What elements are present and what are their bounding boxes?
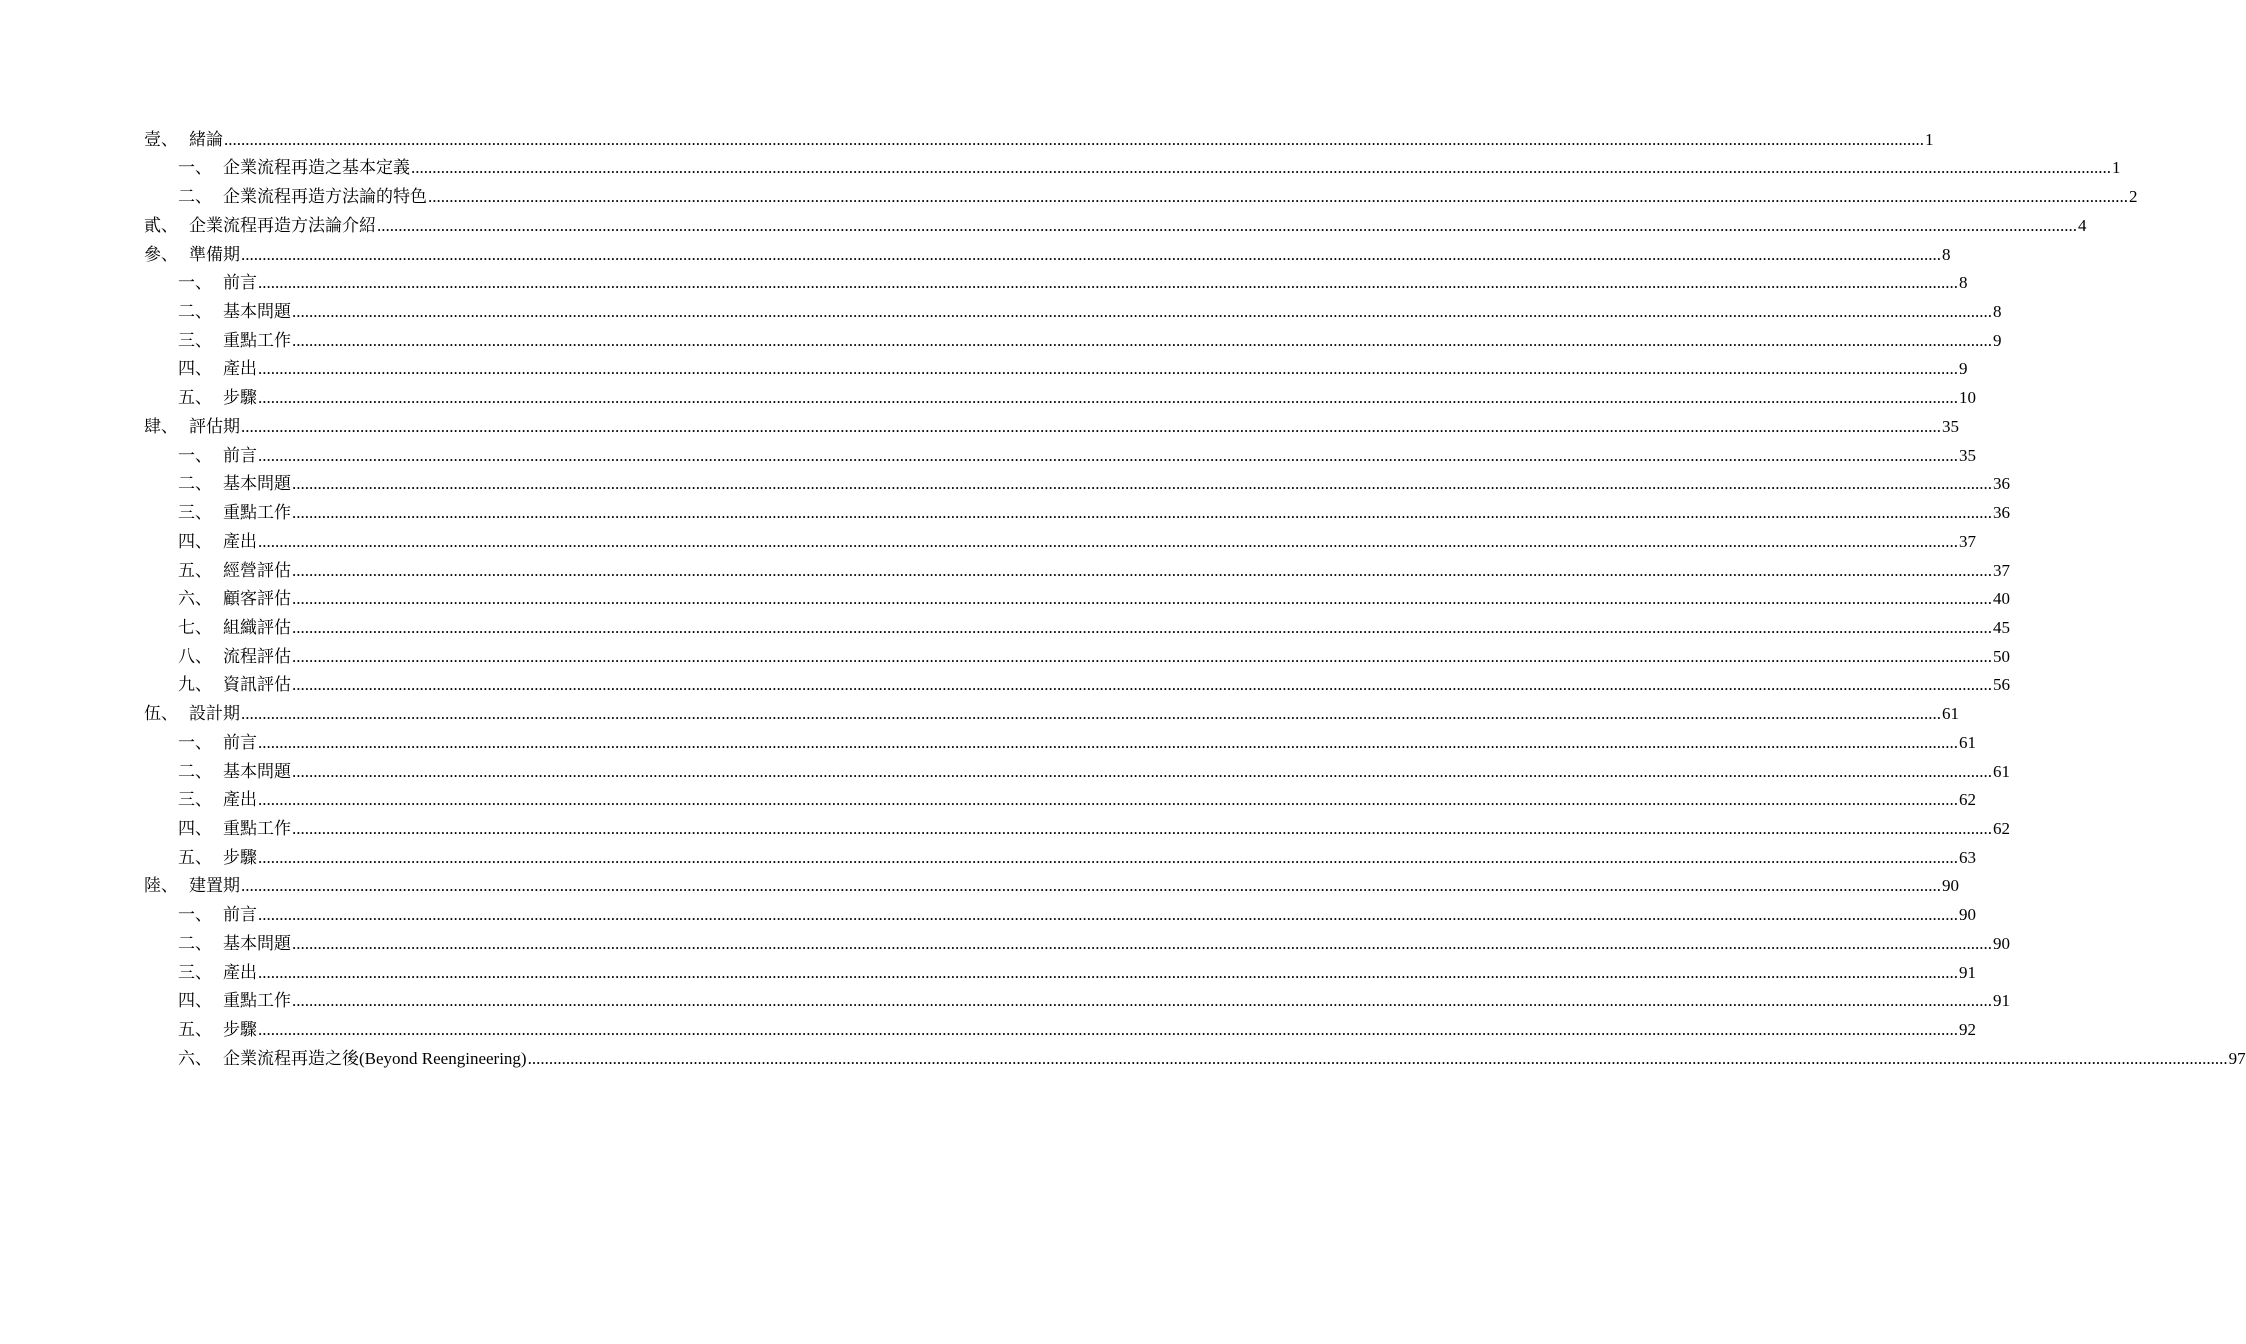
toc-entry-title-latin: (Beyond Reengineering) [359,1048,527,1068]
toc-entry-number: 五、 [178,388,212,409]
toc-entry-line [189,416,1959,438]
toc-entry-number: 四、 [178,818,212,839]
toc-entry-title-text: 組織評估 [223,617,291,638]
toc-dot-leader: ................................................................................................................................................................................................................................................................................................................................................................................................................ [258,1020,1958,1039]
toc-entry-title-text: 顧客評估 [223,589,291,610]
toc-dot-leader: ................................................................................................................................................................................................................................................................................................................................................................................................................ [292,646,1992,666]
toc-page-number: 40 [1993,589,2010,609]
toc-chapter-entry[interactable] [0,241,1951,270]
toc-entry-title-text: 前言 [223,732,257,753]
toc-entry-line [223,1048,2246,1070]
toc-entry-title-text: 基本問題 [223,302,291,323]
toc-dot-leader: ................................................................................................................................................................................................................................................................................................................................................................................................................ [224,129,1924,149]
toc-entry-line [223,789,1976,811]
toc-entry-title [223,962,257,984]
toc-entry-line [223,904,1976,926]
toc-dot-leader: ................................................................................................................................................................................................................................................................................................................................................................................................................ [411,158,2111,178]
toc-entry-line [189,215,2087,237]
toc-dot-leader: ................................................................................................................................................................................................................................................................................................................................................................................................................ [258,790,1958,810]
toc-entry-line [223,358,1968,380]
toc-entry-title-text: 重點工作 [223,330,291,351]
toc-entry-number: 一、 [178,905,212,926]
toc-entry-title [223,847,257,869]
toc-page-number: 2 [2129,187,2138,207]
toc-entry-title-text: 產出 [223,531,257,552]
toc-page-number: 37 [1959,531,1976,551]
toc-section-entry[interactable] [0,614,2010,643]
toc-dot-leader: ................................................................................................................................................................................................................................................................................................................................................................................................................ [258,732,1958,752]
toc-entry-number: 二、 [178,302,212,323]
toc-section-entry[interactable] [0,959,1976,988]
toc-entry-number: 三、 [178,503,212,524]
toc-chapter-entry[interactable] [0,212,2087,241]
toc-dot-leader: ................................................................................................................................................................................................................................................................................................................................................................................................................ [292,761,1992,781]
toc-entry-line [223,962,1976,984]
toc-dot-leader: ................................................................................................................................................................................................................................................................................................................................................................................................................ [241,704,1941,724]
toc-entry-title [223,674,291,696]
toc-chapter-entry[interactable] [0,873,1959,902]
toc-page-number: 37 [1993,560,2010,580]
toc-entry-line [223,588,2010,610]
toc-entry-title-text: 企業流程再造方法論的特色 [223,187,427,208]
toc-entry-line [223,387,1976,409]
toc-page-number: 91 [1993,991,2010,1011]
toc-page-number: 8 [1942,244,1951,264]
toc-page-number: 35 [1959,445,1976,465]
toc-entry-title [189,416,240,438]
toc-entry-number: 八、 [178,646,212,667]
toc-dot-leader: ................................................................................................................................................................................................................................................................................................................................................................................................................ [292,589,1992,609]
toc-section-entry[interactable] [0,442,1976,471]
toc-entry-line [223,617,2010,639]
toc-entry-title [223,531,257,553]
toc-page-number: 61 [1993,761,2010,781]
toc-section-entry[interactable] [0,384,1976,413]
toc-page-number: 97 [2228,1048,2246,1068]
toc-section-entry[interactable] [0,155,2121,184]
toc-entry-number: 二、 [178,761,212,782]
toc-entry-line [223,186,2138,208]
toc-dot-leader: ................................................................................................................................................................................................................................................................................................................................................................................................................ [527,1048,2228,1068]
toc-dot-leader: ................................................................................................................................................................................................................................................................................................................................................................................................................ [292,560,1992,580]
toc-dot-leader: ................................................................................................................................................................................................................................................................................................................................................................................................................ [292,991,1992,1011]
toc-entry-number: 四、 [178,991,212,1012]
toc-dot-leader: ................................................................................................................................................................................................................................................................................................................................................................................................................ [258,962,1958,982]
toc-entry-title [223,301,291,323]
toc-page-number: 56 [1993,675,2010,695]
toc-entry-number: 貳、 [144,215,178,236]
toc-entry-number: 二、 [178,933,212,954]
toc-entry-title-text: 步驟 [223,1020,257,1040]
toc-entry-title [223,445,257,467]
toc-entry-title-text: 基本問題 [223,474,291,495]
toc-section-entry[interactable] [0,298,2002,327]
toc-dot-leader: ................................................................................................................................................................................................................................................................................................................................................................................................................ [258,445,1958,465]
toc-entry-number: 二、 [178,474,212,495]
toc-section-entry[interactable] [0,988,2010,1017]
toc-page-number: 90 [1993,933,2010,953]
toc-entry-line [223,560,2010,582]
toc-page-number: 92 [1959,1020,1976,1039]
toc-dot-leader: ................................................................................................................................................................................................................................................................................................................................................................................................................ [241,416,1941,436]
toc-dot-leader: ................................................................................................................................................................................................................................................................................................................................................................................................................ [292,503,1992,523]
toc-section-entry[interactable] [0,643,2010,672]
toc-entry-title [223,358,257,380]
toc-entry-title-text: 企業流程再造之基本定義 [223,158,410,179]
toc-entry-title [223,617,291,639]
toc-section-entry[interactable] [0,499,2010,528]
toc-entry-number: 五、 [178,1020,212,1040]
toc-section-entry[interactable] [0,557,2010,586]
toc-section-entry[interactable] [0,270,1968,299]
toc-entry-line [189,875,1959,897]
toc-entry-line [189,129,1934,151]
toc-dot-leader: ................................................................................................................................................................................................................................................................................................................................................................................................................ [428,187,2128,207]
toc-entry-number: 九、 [178,675,212,696]
toc-entry-line [223,445,1976,467]
toc-entry-number: 六、 [178,1048,212,1069]
toc-entry-title [223,818,291,840]
toc-page-number: 63 [1959,847,1976,867]
toc-section-entry[interactable] [0,471,2010,500]
toc-entry-title [223,646,291,668]
toc-entry-line [223,732,1976,754]
toc-section-entry[interactable] [0,815,2010,844]
toc-entry-number: 三、 [178,962,212,983]
toc-entry-line [223,473,2010,495]
toc-entry-number: 七、 [178,617,212,638]
toc-entry-line [223,990,2010,1012]
toc-entry-title [223,387,257,409]
toc-entry-title-text: 重點工作 [223,503,291,524]
toc-entry-number: 三、 [178,790,212,811]
toc-entry-title-text: 產出 [223,790,257,811]
toc-entry-title-text: 建置期 [189,876,240,897]
toc-entry-title [223,761,291,783]
toc-page-number: 90 [1942,876,1959,896]
toc-entry-title-text: 設計期 [189,704,240,725]
toc-page-number: 90 [1959,905,1976,925]
toc-entry-number: 六、 [178,589,212,610]
toc-section-entry[interactable] [0,758,2010,787]
toc-page-number: 62 [1959,790,1976,810]
toc-entry-title [189,244,240,266]
toc-section-entry[interactable] [0,729,1976,758]
toc-page-number: 91 [1959,962,1976,982]
toc-entry-line [189,703,1959,725]
toc-entry-number: 一、 [178,158,212,179]
toc-section-entry[interactable] [0,787,1976,816]
toc-entry-number: 四、 [178,359,212,380]
toc-entry-line [223,531,1976,553]
toc-dot-leader: ................................................................................................................................................................................................................................................................................................................................................................................................................ [292,818,1992,838]
toc-chapter-entry[interactable] [0,700,1959,729]
toc-dot-leader: ................................................................................................................................................................................................................................................................................................................................................................................................................ [241,244,1941,264]
toc-entry-number: 肆、 [144,416,178,437]
toc-section-entry[interactable] [0,528,1976,557]
toc-entry-title [223,473,291,495]
toc-entry-line [223,761,2010,783]
toc-page-number: 1 [1925,129,1934,149]
toc-entry-number: 伍、 [144,704,178,725]
toc-page-number: 36 [1993,474,2010,494]
toc-entry-number: 一、 [178,273,212,294]
toc-entry-title [189,875,240,897]
toc-entry-line [223,330,2002,352]
toc-entry-number: 五、 [178,847,212,868]
toc-dot-leader: ................................................................................................................................................................................................................................................................................................................................................................................................................ [258,388,1958,408]
toc-entry-title-text: 企業流程再造之後 [223,1048,359,1069]
toc-page-number: 61 [1942,704,1959,724]
toc-entry-line [223,646,2010,668]
toc-section-entry[interactable] [0,1016,1976,1045]
toc-dot-leader: ................................................................................................................................................................................................................................................................................................................................................................................................................ [292,474,1992,494]
toc-entry-line [223,1019,1976,1041]
toc-entry-title [189,215,376,237]
toc-entry-line [223,847,1976,869]
toc-section-entry[interactable] [0,586,2010,615]
toc-entry-number: 一、 [178,445,212,466]
toc-entry-title-text: 資訊評估 [223,675,291,696]
toc-entry-title-text: 產出 [223,962,257,983]
toc-dot-leader: ................................................................................................................................................................................................................................................................................................................................................................................................................ [258,847,1958,867]
toc-entry-title-text: 步驟 [223,388,257,409]
toc-section-entry[interactable] [0,930,2010,959]
toc-entry-line [223,933,2010,955]
toc-entry-title-text: 評估期 [189,416,240,437]
toc-entry-title [223,990,291,1012]
toc-entry-title [189,703,240,725]
toc-dot-leader: ................................................................................................................................................................................................................................................................................................................................................................................................................ [241,876,1941,896]
toc-entry-title-text: 經營評估 [223,560,291,581]
toc-entry-title-text: 前言 [223,273,257,294]
toc-dot-leader: ................................................................................................................................................................................................................................................................................................................................................................................................................ [292,302,1992,322]
toc-entry-title-text: 企業流程再造方法論介紹 [189,215,376,236]
toc-section-entry[interactable] [0,327,2002,356]
toc-entry-title [223,1048,527,1070]
toc-entry-number: 二、 [178,187,212,208]
toc-entry-number: 三、 [178,330,212,351]
toc-entry-title-text: 前言 [223,445,257,466]
toc-dot-leader: ................................................................................................................................................................................................................................................................................................................................................................................................................ [292,330,1992,350]
toc-entry-title [223,272,257,294]
toc-dot-leader: ................................................................................................................................................................................................................................................................................................................................................................................................................ [258,531,1958,551]
toc-entry-title-text: 重點工作 [223,818,291,839]
toc-entry-number: 陸、 [144,876,178,897]
toc-chapter-entry[interactable] [0,413,1959,442]
toc-chapter-entry[interactable] [0,126,1934,155]
toc-page-number: 1 [2112,158,2121,178]
toc-dot-leader: ................................................................................................................................................................................................................................................................................................................................................................................................................ [377,215,2077,235]
toc-page-number: 45 [1993,617,2010,637]
toc-dot-leader: ................................................................................................................................................................................................................................................................................................................................................................................................................ [258,273,1958,293]
table-of-contents [0,126,2246,1074]
toc-entry-number: 參、 [144,244,178,265]
toc-dot-leader: ................................................................................................................................................................................................................................................................................................................................................................................................................ [292,933,1992,953]
toc-entry-title-text: 緒論 [189,129,223,150]
toc-entry-line [223,818,2010,840]
toc-page-number: 62 [1993,818,2010,838]
toc-page-number: 50 [1993,646,2010,666]
toc-entry-line [189,244,1951,266]
toc-entry-title [223,186,427,208]
toc-section-entry[interactable] [0,844,1976,873]
toc-entry-number: 五、 [178,560,212,581]
toc-page-number: 35 [1942,416,1959,436]
toc-entry-line [223,674,2010,696]
toc-page-number: 36 [1993,503,2010,523]
toc-entry-title [223,1019,257,1041]
toc-entry-title [223,588,291,610]
toc-entry-line [223,502,2010,524]
toc-entry-title [223,933,291,955]
toc-entry-number: 四、 [178,531,212,552]
toc-page-number: 4 [2078,215,2087,235]
toc-page-number: 10 [1959,388,1976,408]
toc-page-number: 9 [1959,359,1968,379]
toc-section-entry[interactable] [0,356,1968,385]
toc-entry-title [223,330,291,352]
toc-dot-leader: ................................................................................................................................................................................................................................................................................................................................................................................................................ [258,359,1958,379]
toc-page-number: 8 [1959,273,1968,293]
toc-page-number: 9 [1993,330,2002,350]
toc-entry-title [223,502,291,524]
toc-dot-leader: ................................................................................................................................................................................................................................................................................................................................................................................................................ [292,617,1992,637]
toc-entry-line [223,157,2121,179]
toc-section-entry[interactable] [0,1045,2246,1074]
toc-dot-leader: ................................................................................................................................................................................................................................................................................................................................................................................................................ [292,675,1992,695]
toc-section-entry[interactable] [0,672,2010,701]
toc-entry-title [223,157,410,179]
toc-entry-title-text: 基本問題 [223,761,291,782]
toc-entry-title [189,129,223,151]
toc-page-number: 8 [1993,302,2002,322]
toc-dot-leader: ................................................................................................................................................................................................................................................................................................................................................................................................................ [258,905,1958,925]
toc-entry-title [223,789,257,811]
toc-entry-title-text: 流程評估 [223,646,291,667]
toc-entry-line [223,301,2002,323]
toc-entry-title-text: 產出 [223,359,257,380]
toc-entry-number: 一、 [178,732,212,753]
toc-entry-title-text: 重點工作 [223,991,291,1012]
toc-entry-title [223,904,257,926]
toc-entry-title [223,732,257,754]
toc-entry-title-text: 前言 [223,905,257,926]
toc-entry-line [223,272,1968,294]
toc-entry-title-text: 步驟 [223,847,257,868]
toc-entry-title [223,560,291,582]
toc-entry-number: 壹、 [144,129,178,150]
toc-page-number: 61 [1959,732,1976,752]
toc-entry-title-text: 準備期 [189,244,240,265]
toc-section-entry[interactable] [0,183,2138,212]
toc-entry-title-text: 基本問題 [223,933,291,954]
toc-section-entry[interactable] [0,901,1976,930]
